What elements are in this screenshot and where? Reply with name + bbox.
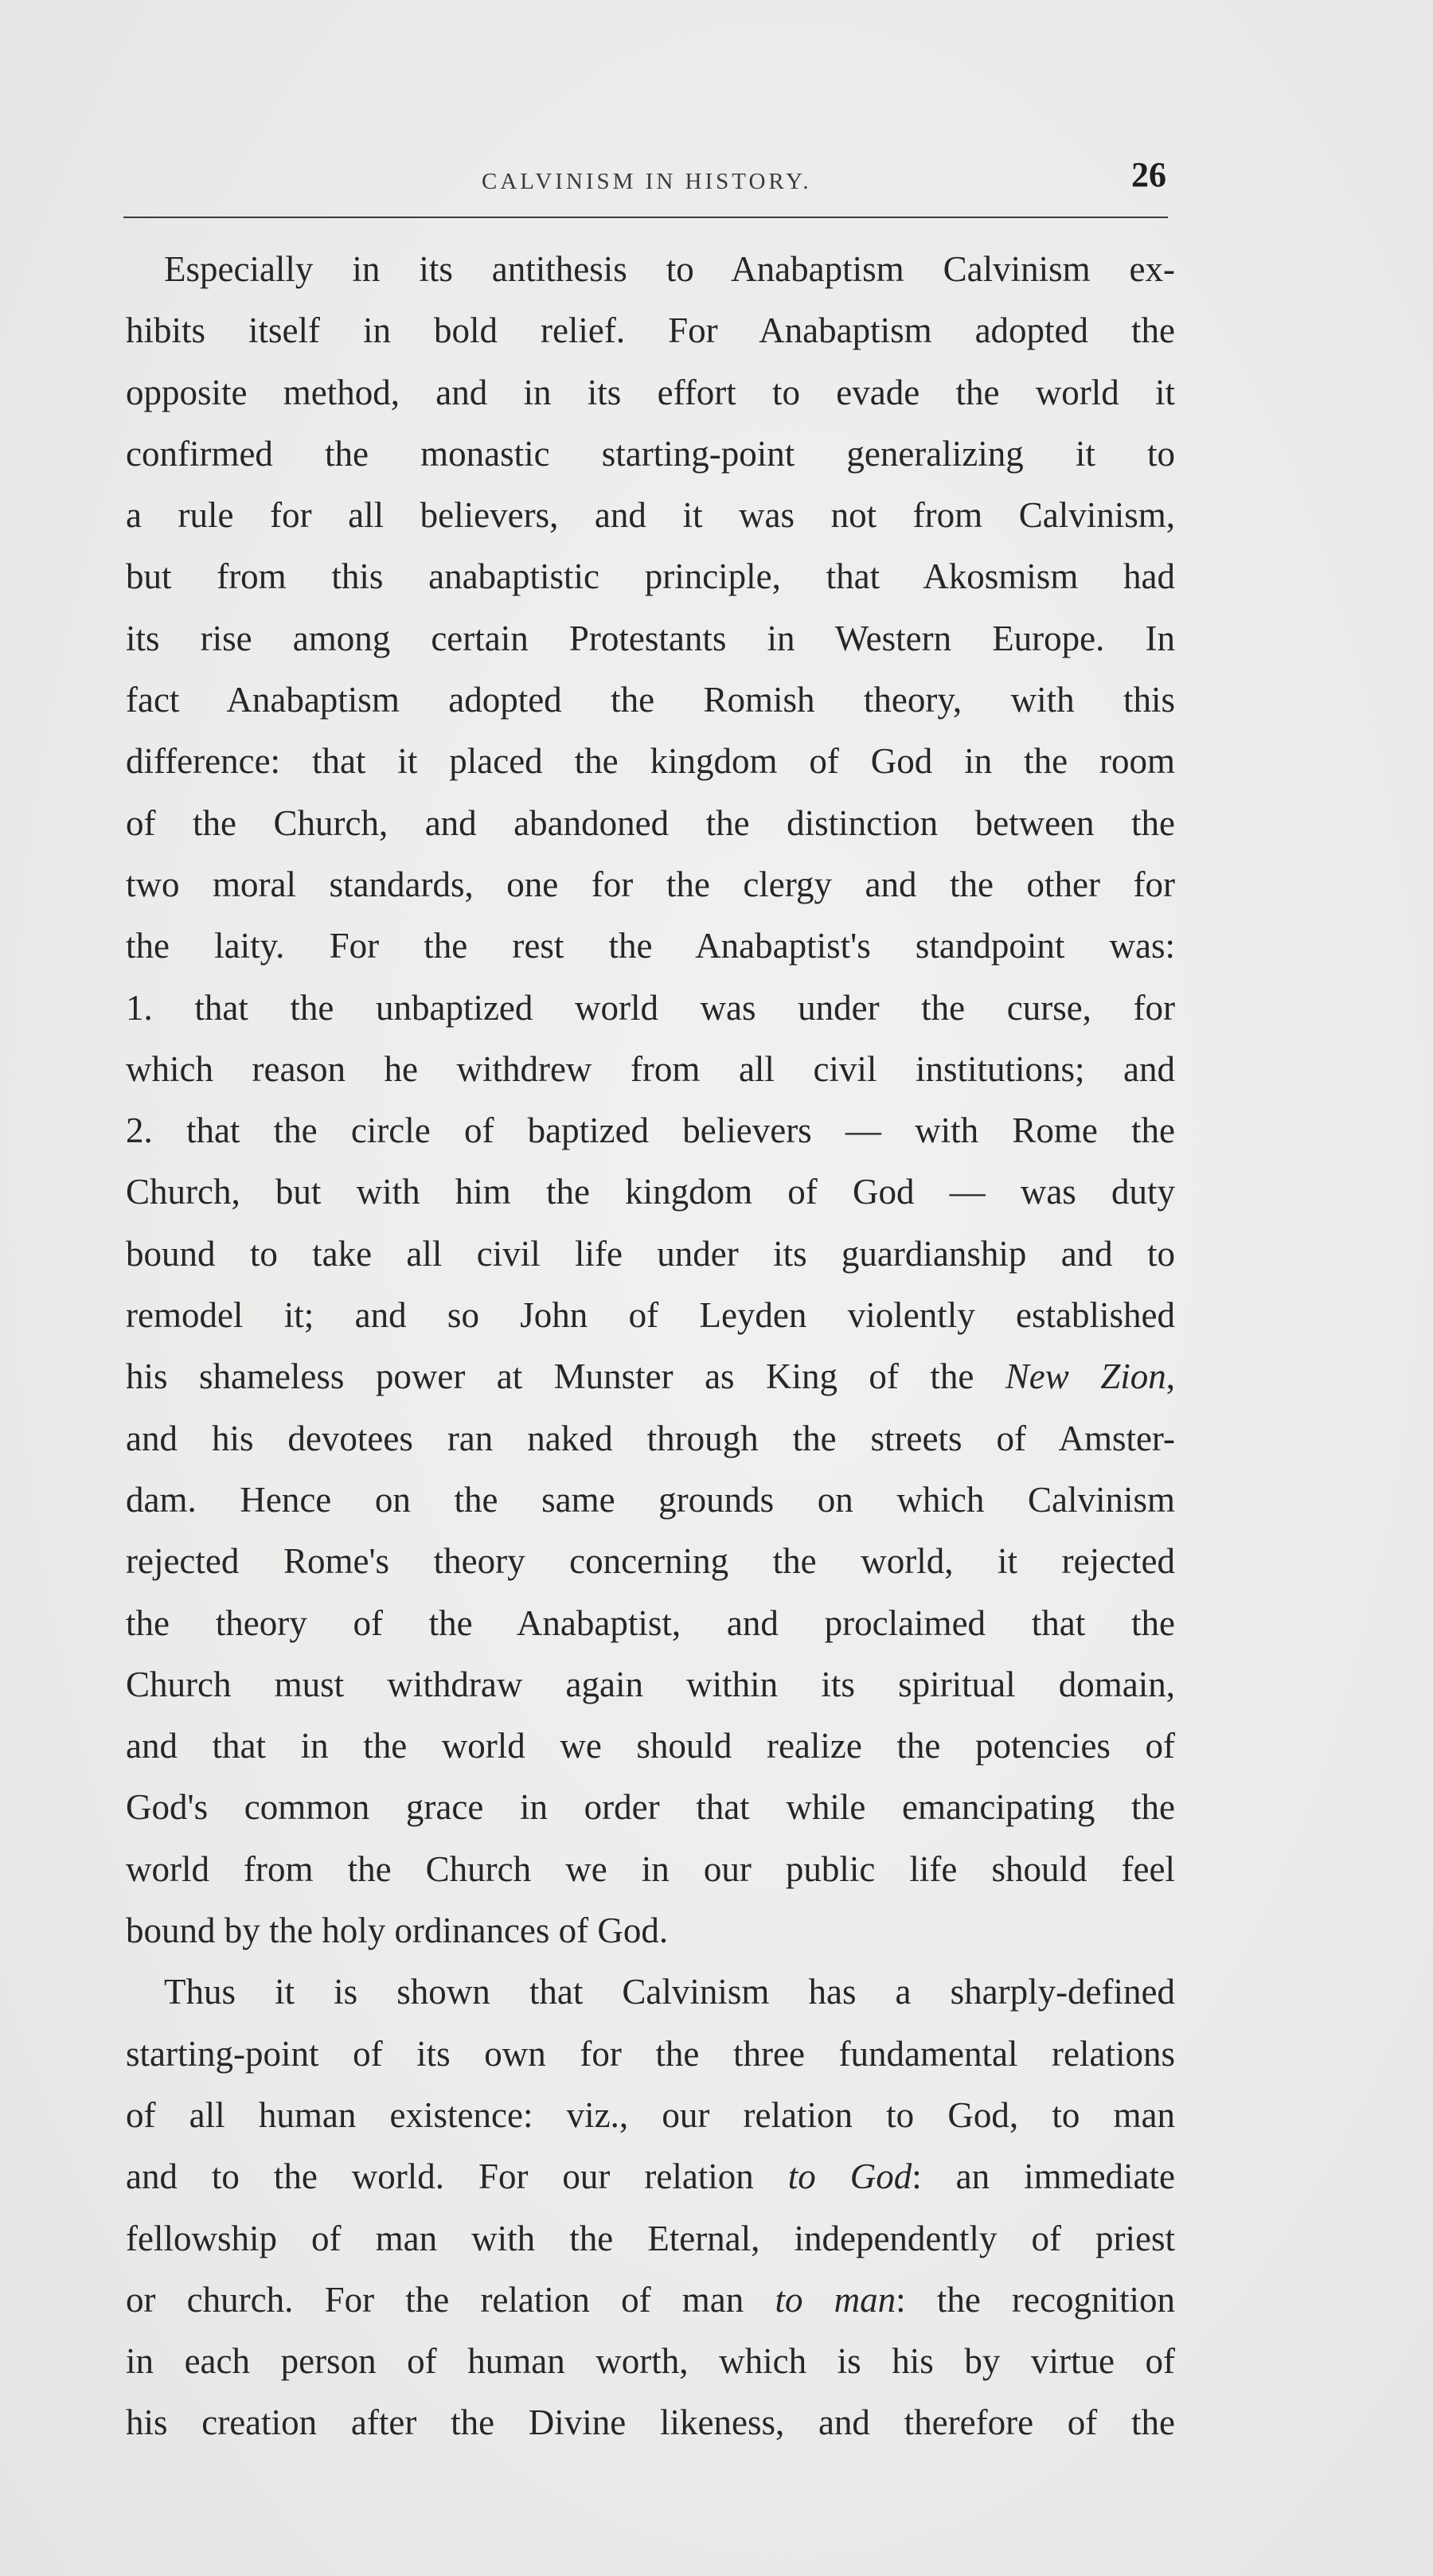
italic-phrase: to God — [787, 2156, 912, 2197]
text-line: God's common grace in order that while emancipating the — [126, 1787, 1175, 1828]
text-line: which reason he withdrew from all civil institutions; and — [126, 1048, 1175, 1089]
text-line — [126, 2270, 1175, 2331]
text-line: rejected Rome's theory concerning the world, it rejected — [126, 1541, 1175, 1582]
text-line: fact Anabaptism adopted the Romish theory, with this — [126, 680, 1175, 720]
text-line: and that in the world we should realize the potencies of — [126, 1726, 1175, 1766]
text-line: hibits itself in bold relief. For Anabaptism adopted the — [126, 310, 1175, 351]
line-segment: his shameless power at Munster as King of the — [126, 1356, 1005, 1397]
text-line: remodel it; and so John of Leyden violently established — [126, 1295, 1175, 1336]
line-segment: : an immediate — [912, 2156, 1176, 2197]
paragraph-2 — [126, 1961, 1175, 2453]
text-line: in each person of human worth, which is his by virtue of — [126, 2341, 1175, 2382]
text-line: starting-point of its own for the three fundamental relations — [126, 2033, 1175, 2074]
text-line — [126, 1346, 1175, 1407]
paragraph-1 — [126, 239, 1175, 1961]
italic-phrase: New Zion — [1005, 1356, 1166, 1397]
body-text — [126, 239, 1175, 2454]
text-line: but from this anabaptistic principle, that Akosmism had — [126, 556, 1175, 597]
header-rule — [123, 217, 1168, 218]
text-line: two moral standards, one for the clergy and the other for — [126, 864, 1175, 904]
text-line: confirmed the monastic starting-point generalizing it to — [126, 433, 1175, 474]
text-line: world from the Church we in our public life should feel — [126, 1848, 1175, 1889]
text-line: difference: that it placed the kingdom of God in the room — [126, 741, 1175, 782]
line-segment: , — [1166, 1356, 1175, 1397]
text-line: the theory of the Anabaptist, and proclaimed that the — [126, 1602, 1175, 1643]
text-line: fellowship of man with the Eternal, independently of priest — [126, 2218, 1175, 2258]
running-title: CALVINISM IN HISTORY. — [482, 169, 812, 194]
text-line: Thus it is shown that Calvinism has a sharply-defined — [164, 1972, 1175, 2012]
text-line: its rise among certain Protestants in Western Europe. In — [126, 618, 1175, 658]
line-segment: : the recognition — [896, 2279, 1175, 2320]
text-line: Church must withdraw again within its spiritual domain, — [126, 1664, 1175, 1704]
text-line: a rule for all believers, and it was not from Calvinism, — [126, 495, 1175, 536]
line-segment: and to the world. For our relation — [126, 2156, 788, 2197]
line-segment: or church. For the relation of man — [126, 2279, 775, 2320]
italic-phrase: to man — [775, 2279, 896, 2320]
page-header — [123, 155, 1166, 213]
text-line: of all human existence: viz., our relation to God, to man — [126, 2094, 1175, 2135]
text-line: 1. that the unbaptized world was under the curse, for — [126, 987, 1175, 1028]
text-line — [126, 2146, 1175, 2207]
text-line: the laity. For the rest the Anabaptist's standpoint was: — [126, 926, 1175, 966]
text-line: bound to take all civil life under its guardianship and to — [126, 1233, 1175, 1274]
text-line: Especially in its antithesis to Anabaptism Calvinism ex- — [164, 249, 1175, 289]
text-line: and his devotees ran naked through the streets of Amster- — [126, 1418, 1175, 1458]
text-line: 2. that the circle of baptized believers — with Rome the — [126, 1110, 1175, 1151]
text-line: bound by the holy ordinances of God. — [126, 1911, 669, 1951]
text-line: opposite method, and in its effort to evade the world it — [126, 372, 1175, 412]
page-number: 26 — [1131, 155, 1166, 194]
text-line: Church, but with him the kingdom of God — was duty — [126, 1172, 1175, 1212]
text-line: his creation after the Divine likeness, and therefore of the — [126, 2402, 1175, 2443]
text-line: of the Church, and abandoned the distinction between the — [126, 802, 1175, 843]
text-line: dam. Hence on the same grounds on which Calvinism — [126, 1479, 1175, 1520]
